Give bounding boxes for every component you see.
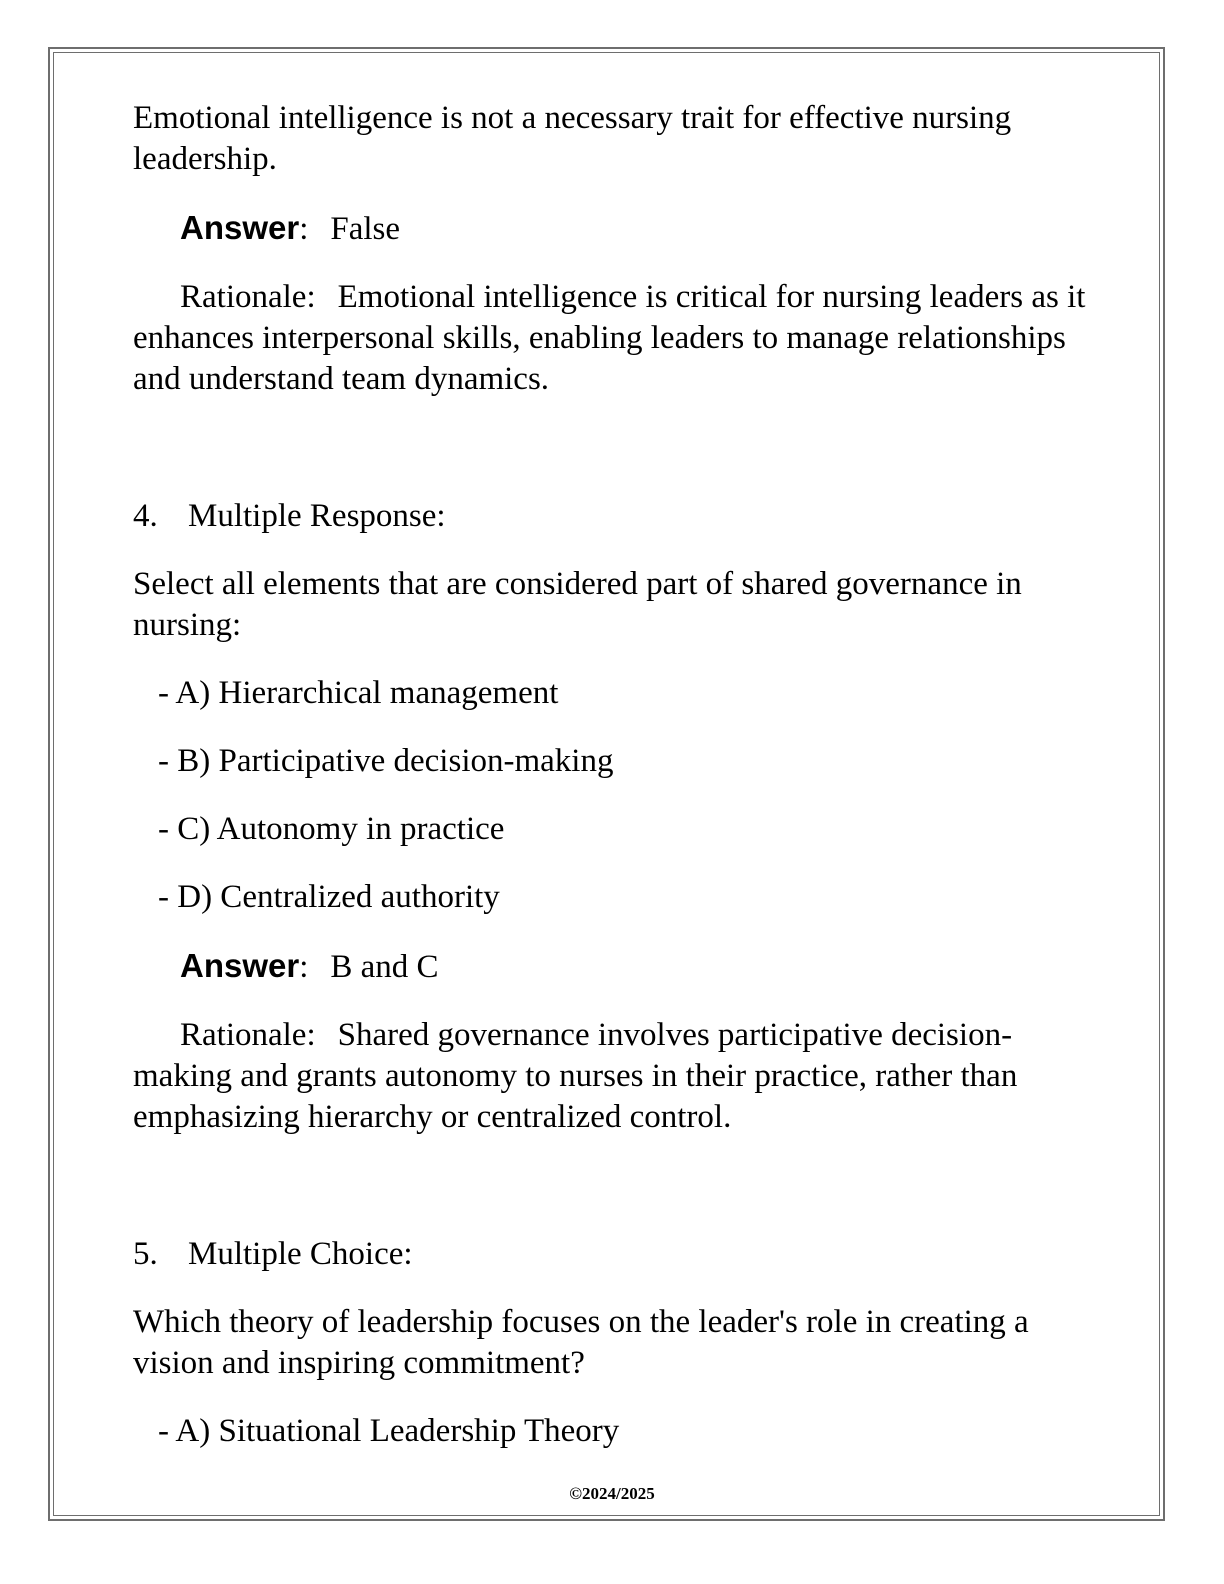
option-c: - C) Autonomy in practice <box>158 811 505 847</box>
question-type: Multiple Response: <box>188 498 446 534</box>
section-gap <box>133 1138 1093 1234</box>
question-3-answer: Answer: False <box>180 209 401 247</box>
question-number: 4. <box>133 498 158 534</box>
question-4-text: Select all elements that are considered part of shared governance in nursing: <box>133 566 1022 643</box>
answer-label: Answer <box>180 947 300 984</box>
section-gap <box>133 400 1093 496</box>
question-3-rationale <box>133 277 1093 400</box>
question-4-rationale <box>133 1015 1093 1138</box>
answer-label: Answer <box>180 209 300 246</box>
option-b: - B) Participative decision-making <box>158 743 614 779</box>
question-4-answer: Answer: B and C <box>180 947 439 985</box>
option-a: - A) Situational Leadership Theory <box>158 1413 620 1449</box>
question-4-header <box>133 496 1093 537</box>
question-number: 5. <box>133 1236 158 1272</box>
question-3-text: Emotional intelligence is not a necessary trait for effective nursing leadership. <box>133 100 1012 177</box>
page-content <box>133 98 1093 1479</box>
option-d: - D) Centralized authority <box>158 879 500 915</box>
question-5-text: Which theory of leadership focuses on the leader's role in creating a vision and inspiring commitment? <box>133 1304 1029 1381</box>
answer-value: B and C <box>330 949 439 985</box>
rationale-label: Rationale: <box>180 1017 316 1053</box>
rationale-text: Emotional intelligence is critical for nursing leaders as it enhances interpersonal skills, enabling leaders to manage relationships and understand team dynamics. <box>133 279 1086 397</box>
answer-value: False <box>330 211 401 247</box>
rationale-text: Shared governance involves participative decision-making and grants autonomy to nurses in their practice, rather than emphasizing hierarchy or centralized control. <box>133 1017 1018 1135</box>
question-5-header <box>133 1234 1093 1275</box>
copyright-footer: ©2024/2025 <box>569 1484 655 1503</box>
option-a: - A) Hierarchical management <box>158 675 559 711</box>
rationale-label: Rationale: <box>180 279 316 315</box>
question-type: Multiple Choice: <box>188 1236 413 1272</box>
